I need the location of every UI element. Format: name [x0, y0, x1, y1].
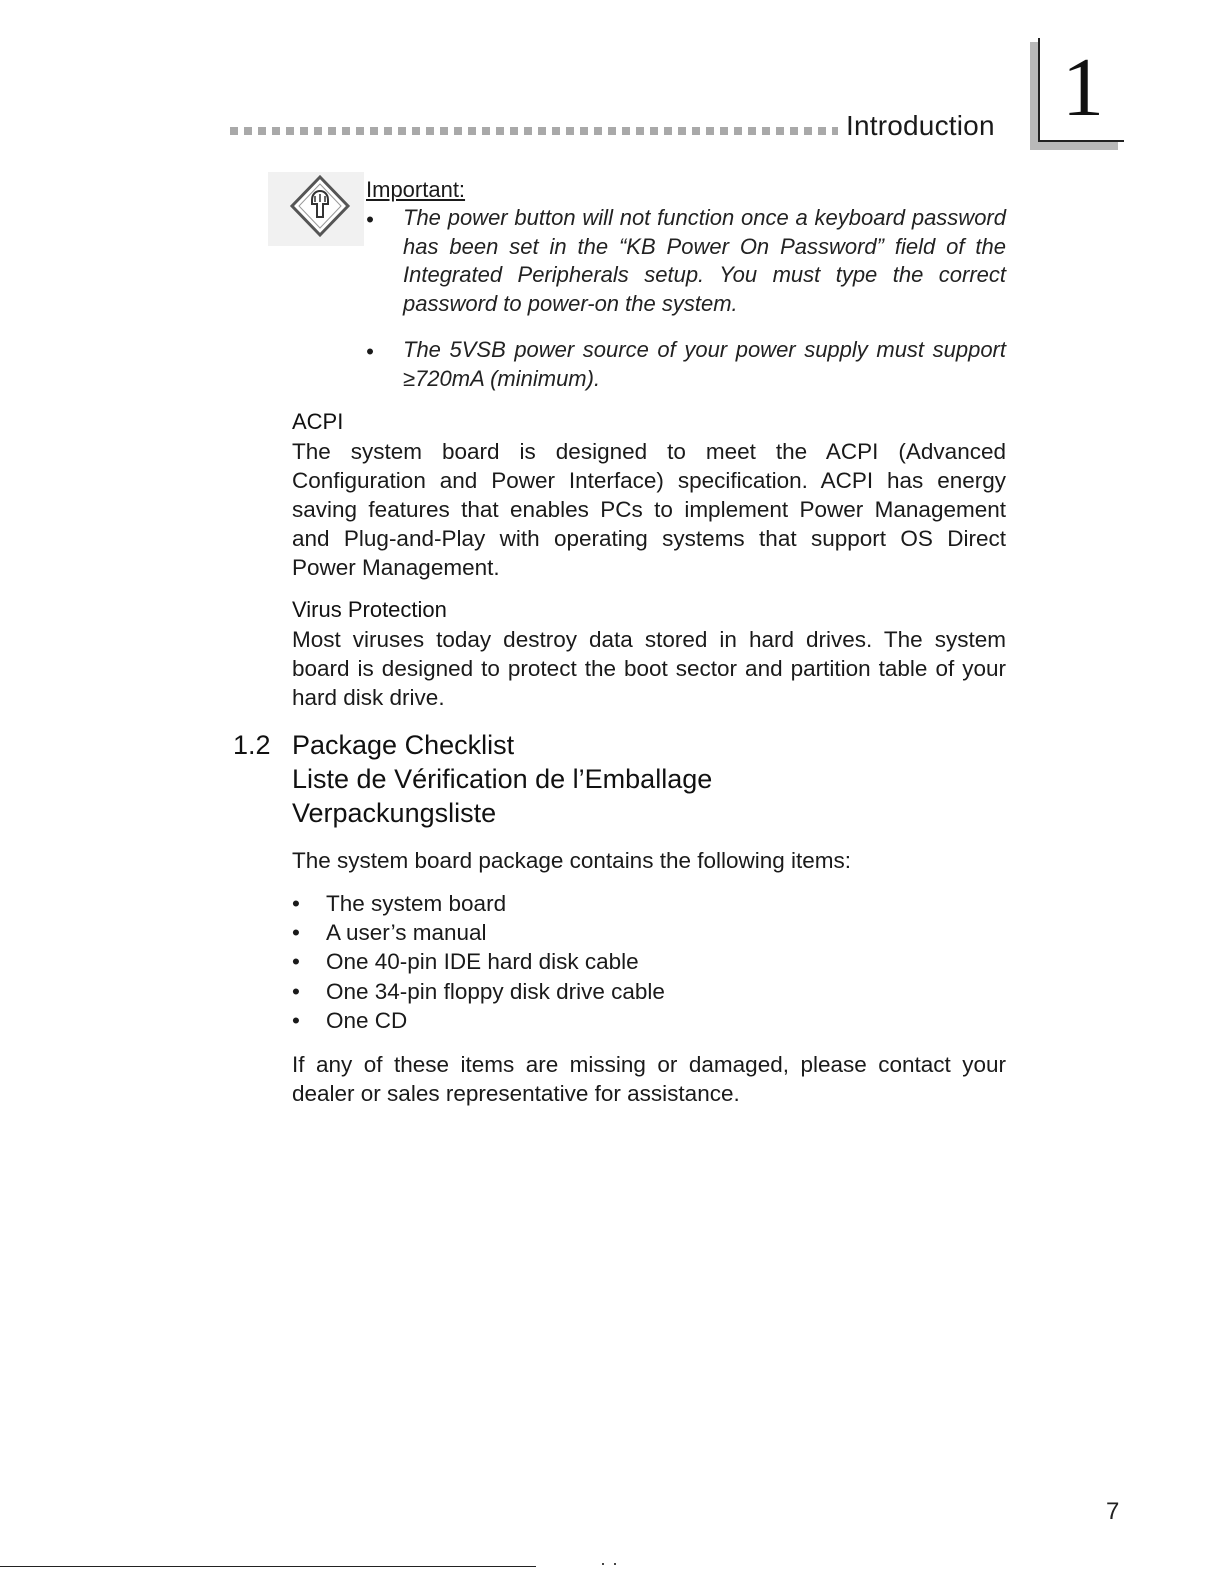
acpi-paragraph: The system board is designed to meet the ACPI (Advanced Configuration and Power Interface) specification. ACPI has energy saving features that enables PCs to implement Power Management and Plug-and-Play with operating systems that support OS Direct Power Management. [292, 439, 1006, 580]
virus-protection-paragraph: Most viruses today destroy data stored in hard drives. The system board is designed to protect the boot sector and partition table of your hard disk drive. [292, 627, 1006, 710]
chapter-tab [1030, 38, 1125, 150]
important-label: Important: [366, 177, 466, 202]
list-item-text: The system board [326, 891, 507, 916]
bullet-marker: • [292, 978, 300, 1004]
list-item-text: One 40-pin IDE hard disk cable [326, 949, 639, 975]
section-number: 1.2 [233, 730, 271, 760]
bullet-marker: • [366, 339, 374, 364]
section-title-fr: Liste de Vérification de l’Emballage [292, 764, 713, 794]
acpi-heading: ACPI [292, 409, 344, 434]
section-title: Introduction [846, 110, 995, 141]
bullet-marker: • [292, 949, 300, 975]
bottom-crop-mark [600, 1563, 624, 1565]
list-item-text: One CD [326, 1007, 408, 1033]
page-number: 7 [1106, 1498, 1120, 1525]
list-item-text: One 34-pin floppy disk drive cable [326, 978, 665, 1004]
virus-protection-heading: Virus Protection [292, 597, 447, 622]
bullet-marker: • [292, 920, 300, 946]
list-item-text: A user’s manual [326, 920, 487, 946]
bullet-marker: • [292, 1007, 300, 1033]
section-title-en: Package Checklist [292, 730, 515, 760]
header-dotted-rule [230, 127, 838, 136]
hand-caution-icon [268, 172, 364, 246]
package-closing-note: If any of these items are missing or damaged, please contact your dealer or sales representative for assistance. [292, 1052, 1006, 1106]
important-note-2: The 5VSB power source of your power supply must support ≥720mA (minimum). [403, 337, 1006, 391]
bullet-marker: • [292, 891, 300, 916]
important-note-1: The power button will not function once a keyboard password has been set in the “KB Power On Password” field of the Integrated Peripherals setup. You must type the correct password to power-on the system. [403, 205, 1006, 317]
bottom-rule [0, 1566, 536, 1567]
chapter-number: 1 [1062, 41, 1104, 134]
bullet-marker: • [366, 207, 374, 232]
package-intro: The system board package contains the following items: [292, 848, 852, 873]
section-title-de: Verpackungsliste [292, 798, 497, 828]
